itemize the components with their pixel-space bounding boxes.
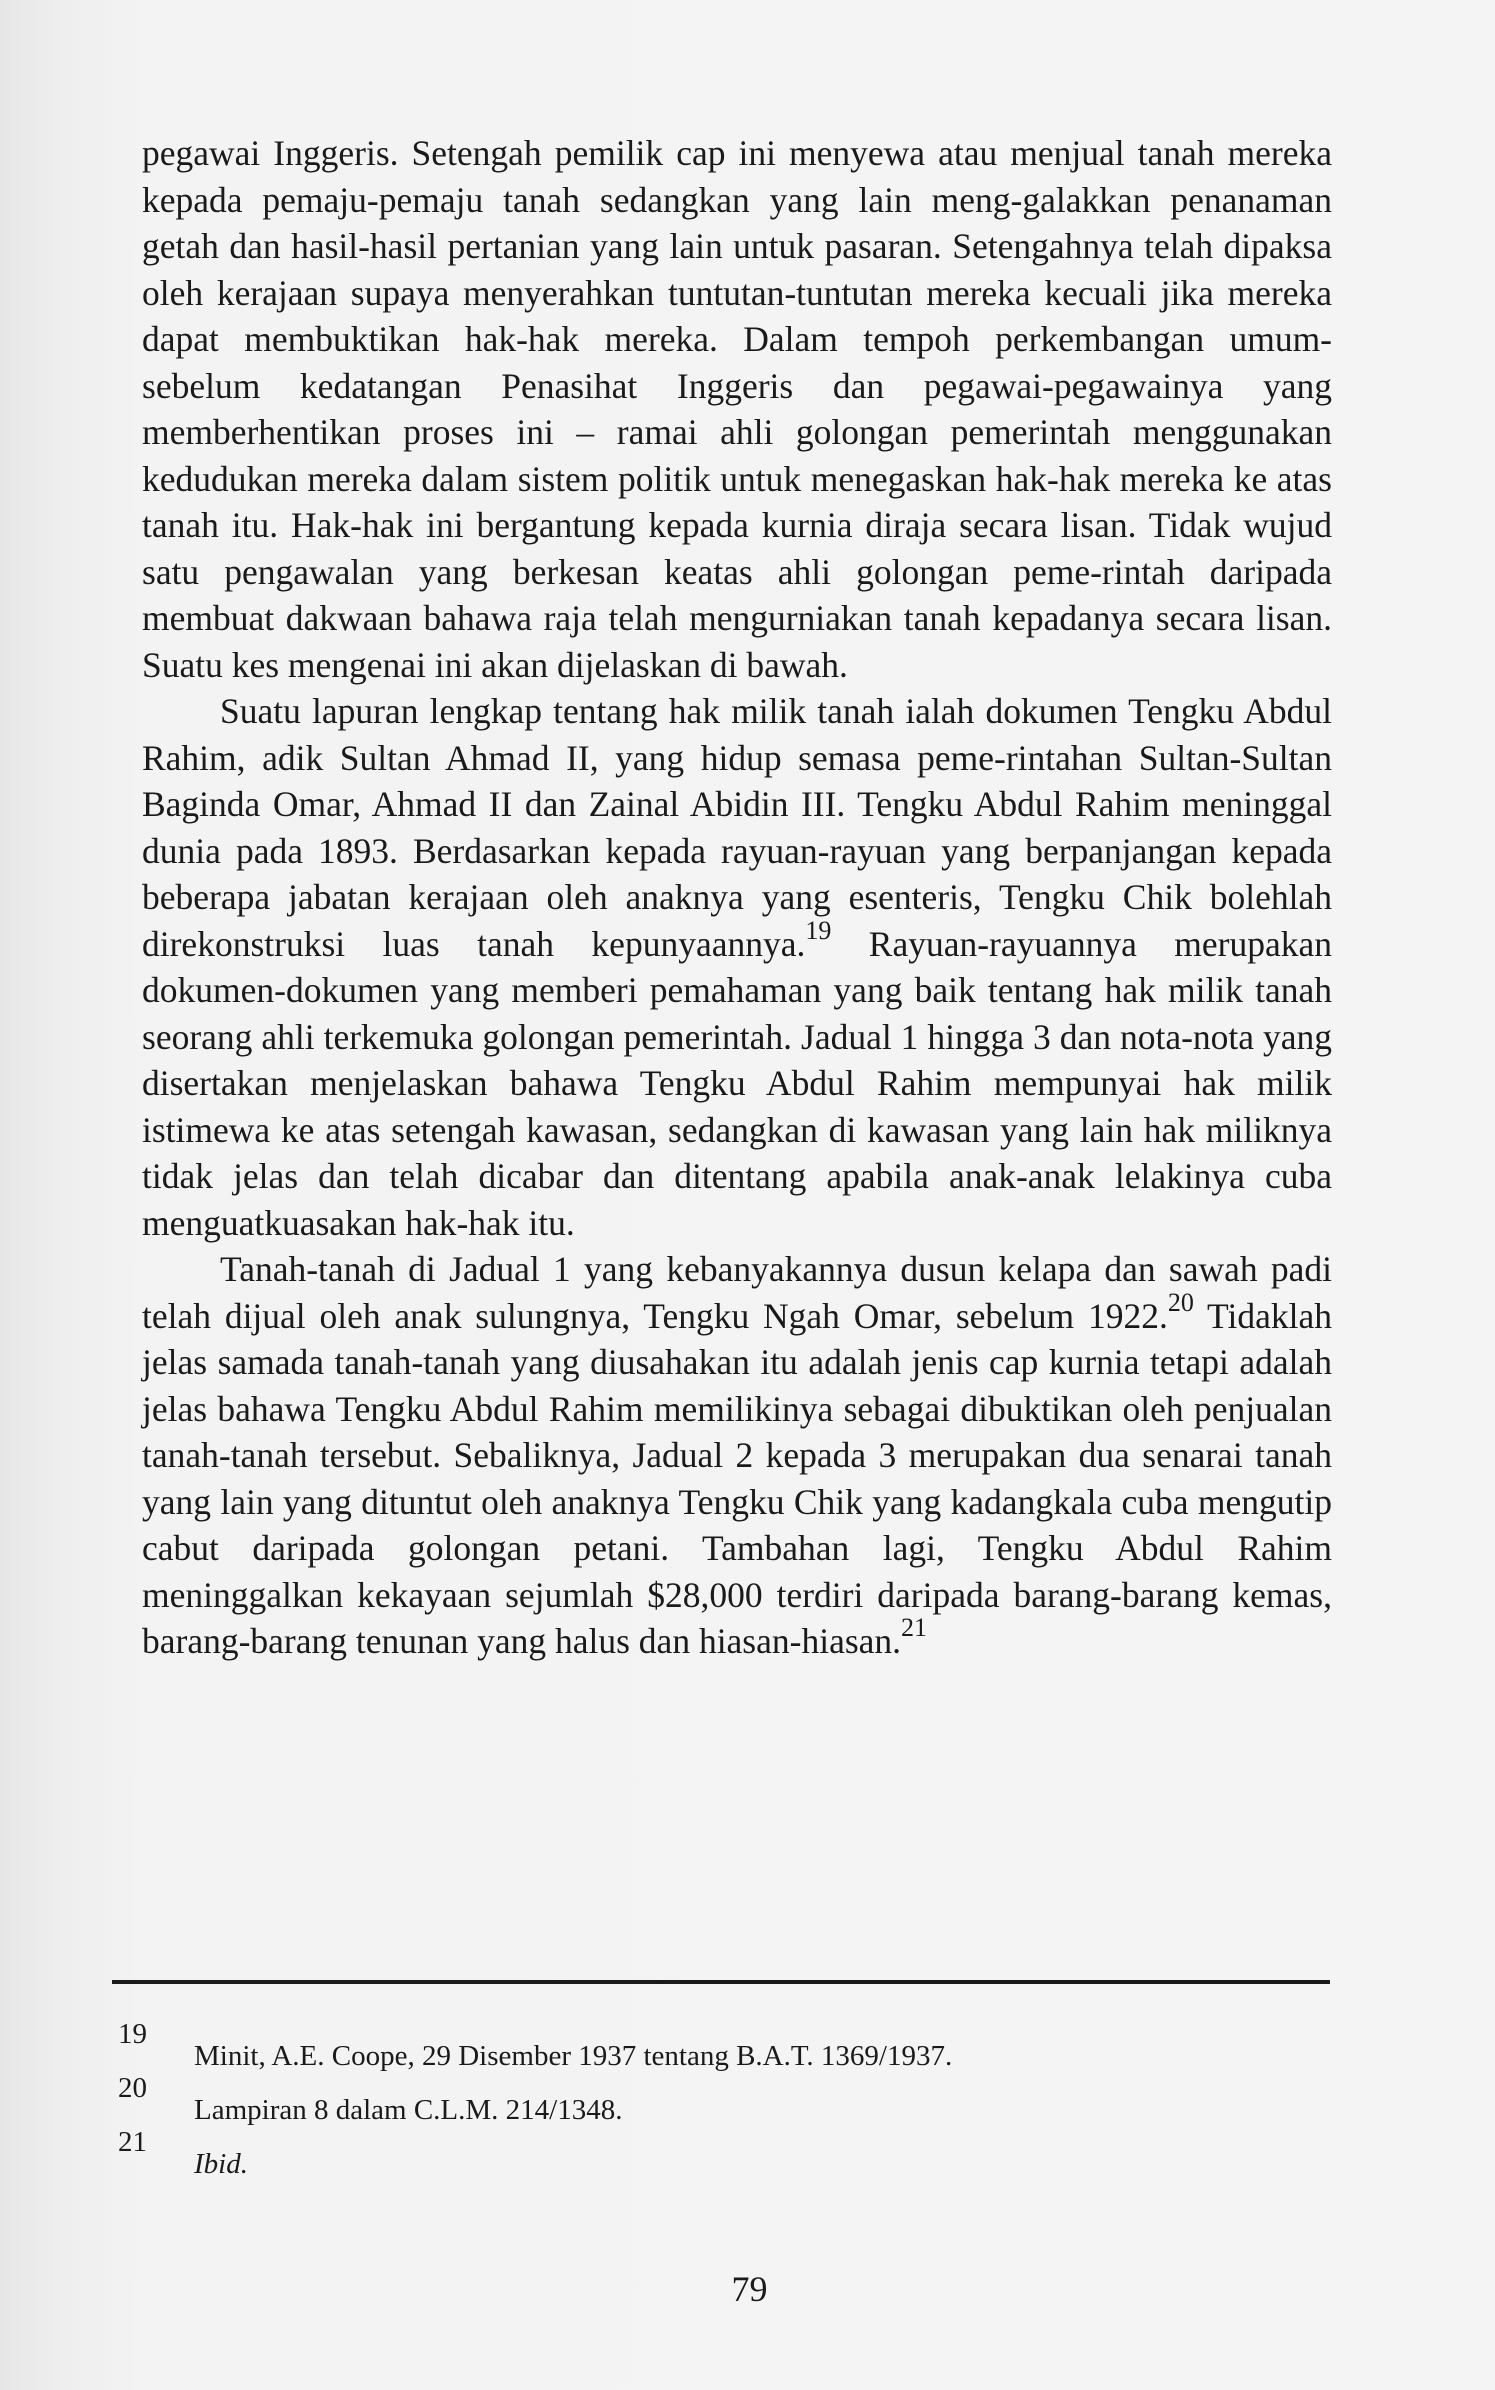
- footnote-19: [118, 2018, 1318, 2072]
- paragraph-3-text-a: Tanah-tanah di Jadual 1 yang kebanyakannya dusun kelapa dan sawah padi telah dijual oleh anak sulungnya, Tengku Ngah Omar, sebelum 1922.: [142, 1249, 1332, 1336]
- footnotes: [118, 2018, 1318, 2180]
- paragraph-2: [142, 688, 1332, 1246]
- paragraph-3: [142, 1246, 1332, 1665]
- paragraph-2-text-b: Rayuan-rayuannya merupakan dokumen-dokumen yang memberi pemahaman yang baik tentang hak milik tanah seorang ahli terkemuka golongan pemerintah. Jadual 1 hingga 3 dan nota-nota yang disertakan menjelaskan bahawa Tengku Abdul Rahim mempunyai hak milik istimewa ke atas setengah kawasan, sedangkan di kawasan yang lain hak miliknya tidak jelas dan telah dicabar dan ditentang apabila anak-anak lelakinya cuba menguatkuasakan hak-hak itu.: [142, 923, 1332, 1243]
- page-number: 79: [731, 2269, 768, 2309]
- footnote-number: 21: [118, 2126, 147, 2158]
- footnote-text: Minit, A.E. Coope, 29 Disember 1937 tentang B.A.T. 1369/1937.: [194, 2040, 953, 2072]
- footnote-ref-21[interactable]: 21: [901, 1613, 928, 1643]
- footnote-text: Ibid.: [194, 2148, 248, 2180]
- paragraph-1-text: pegawai Inggeris. Setengah pemilik cap ini menyewa atau menjual tanah mereka kepada pemaju-pemaju tanah sedangkan yang lain meng-galakkan penanaman getah dan hasil-hasil pertanian yang lain untuk pasaran. Setengahnya telah dipaksa oleh kerajaan supaya menyerahkan tuntutan-tuntutan mereka kecuali jika mereka dapat membuktikan hak-hak mereka. Dalam tempoh perkembangan umum-sebelum kedatangan Penasihat Inggeris dan pegawai-pegawainya yang memberhentikan proses ini – ramai ahli golongan pemerintah menggunakan kedudukan mereka dalam sistem politik untuk menegaskan hak-hak mereka ke atas tanah itu. Hak-hak ini bergantung kepada kurnia diraja secara lisan. Tidak wujud satu pengawalan yang berkesan keatas ahli golongan peme-rintah daripada membuat dakwaan bahawa raja telah mengurniakan tanah kepadanya secara lisan. Suatu kes mengenai ini akan dijelaskan di bawah.: [142, 133, 1332, 685]
- footnote-ref-20[interactable]: 20: [1167, 1287, 1194, 1317]
- footnote-ref-19[interactable]: 19: [805, 915, 832, 945]
- footnote-number: 19: [118, 2018, 147, 2050]
- paragraph-1: [142, 130, 1332, 688]
- footnote-number: 20: [118, 2072, 147, 2104]
- footnote-20: [118, 2072, 1318, 2126]
- paragraph-3-text-b: Tidaklah jelas samada tanah-tanah yang diusahakan itu adalah jenis cap kurnia tetapi adalah jelas bahawa Tengku Abdul Rahim memilikinya sebagai dibuktikan oleh penjualan tanah-tanah tersebut. Sebaliknya, Jadual 2 kepada 3 merupakan dua senarai tanah yang lain yang dituntut oleh anaknya Tengku Chik yang kadangkala cuba mengutip cabut daripada golongan petani. Tambahan lagi, Tengku Abdul Rahim meninggalkan kekayaan sejumlah $28,000 terdiri daripada barang-barang kemas, barang-barang tenunan yang halus dan hiasan-hiasan.: [142, 1295, 1332, 1661]
- footnote-21: [118, 2126, 1318, 2180]
- footnote-divider: [112, 1980, 1330, 1984]
- paragraph-2-text-a: Suatu lapuran lengkap tentang hak milik tanah ialah dokumen Tengku Abdul Rahim, adik Sultan Ahmad II, yang hidup semasa peme-rintahan Sultan-Sultan Baginda Omar, Ahmad II dan Zainal Abidin III. Tengku Abdul Rahim meninggal dunia pada 1893. Berdasarkan kepada rayuan-rayuan yang berpanjangan kepada beberapa jabatan kerajaan oleh anaknya yang esenteris, Tengku Chik bolehlah direkonstruksi luas tanah kepunyaannya.: [142, 691, 1332, 964]
- body-text: [142, 130, 1332, 1665]
- footnote-text: Lampiran 8 dalam C.L.M. 214/1348.: [194, 2094, 623, 2126]
